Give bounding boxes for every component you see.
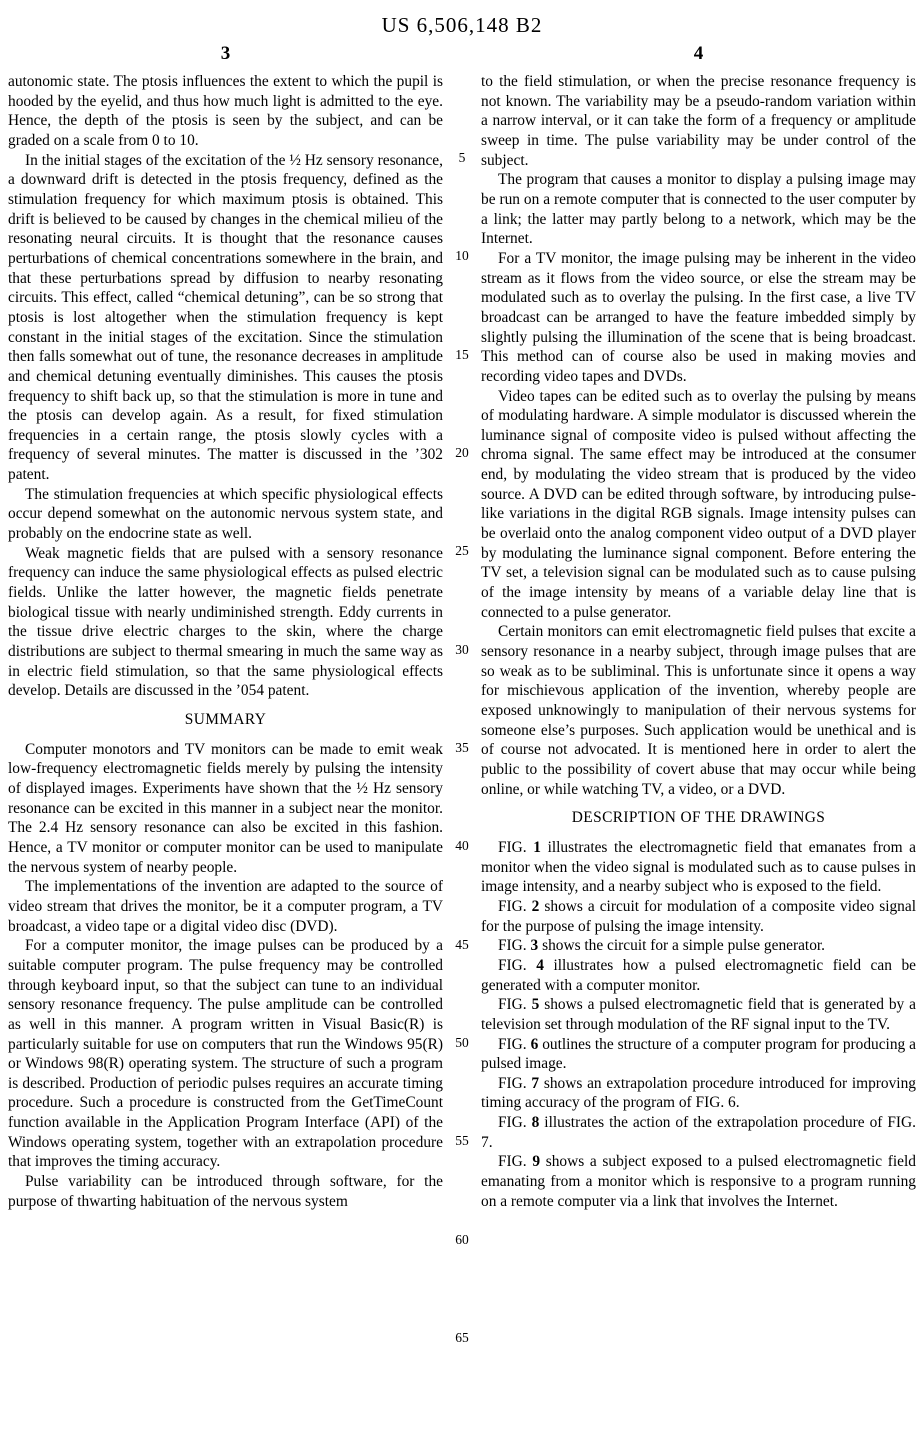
fig-text: shows an extrapolation procedure introduced for improving timing accuracy of the program of FIG. 6. — [481, 1074, 916, 1112]
fig-label: FIG. — [498, 838, 527, 856]
two-column-body — [0, 72, 924, 1345]
fig-label: FIG. — [498, 956, 527, 974]
column-gutter-spacer — [443, 42, 481, 66]
paragraph: Pulse variability can be introduced through software, for the purpose of thwarting habituation of the nervous system — [8, 1173, 443, 1210]
paragraph: In the initial stages of the excitation of the ½ Hz sensory resonance, a downward drift is detected in the ptosis frequency, defined as the stimulation frequency for which maximum ptosis is obtained. This drift is believed to be caused by changes in the chemical milieu of the resonating neural circuits. It is thought that the resonance causes perturbations of chemical concentrations somewhere in the brain, and that these perturbations spread by diffusion to nearby resonating circuits. This effect, called “chemical detuning”, can be so strong that ptosis is lost altogether when the stimulation frequency is kept constant in the initial stages of the excitation. Since the stimulation then falls somewhat out of tune, the resonance decreases in amplitude and chemical detuning eventually diminishes. This causes the ptosis frequency to shift back up, so that the stimulation is more in tune and the ptosis can develop again. As a result, for fixed stimulation frequencies in a certain range, the ptosis slowly cycles with a frequency of several minutes. The matter is discussed in the ’302 patent. — [8, 151, 443, 484]
paragraph: For a computer monitor, the image pulses can be produced by a suitable computer program. The pulse frequency may be controlled through keyboard input, so that the subject can tune to an individual sensory resonance frequency. The pulse amplitude can be controlled as well in this manner. A program written in Visual Basic(R) is particularly suitable for use on computers that run the Windows 95(R) or Windows 98(R) operating system. The structure of such a program is described. Production of periodic pulses requires an accurate timing procedure. Such a procedure is constructed from the GetTimeCount function available in the Application Program Interface (API) of the Windows operating system, together with an extrapolation procedure that improves the timing accuracy. — [8, 937, 443, 1171]
fig-number: 3 — [530, 937, 539, 955]
paragraph: The program that causes a monitor to display a pulsing image may be run on a remote computer that is connected to the user computer by a link; the latter may partly belong to a network, which may be the Internet. — [481, 171, 916, 248]
column-numbers — [0, 42, 924, 66]
drawings-heading: DESCRIPTION OF THE DRAWINGS — [571, 809, 826, 827]
fig-label: FIG. — [498, 1153, 527, 1171]
paragraph: The stimulation frequencies at which specific physiological effects occur depend somewhat on the autonomic nervous system state, and probably on the endocrine state as well. — [8, 485, 443, 543]
line-number: 55 — [455, 1133, 469, 1148]
line-number: 15 — [455, 347, 469, 362]
paragraph: Video tapes can be edited such as to overlay the pulsing by means of modulating hardware. A simple modulator is discussed wherein the luminance signal of composite video is pulsed without affecting the chroma signal. The same effect may be introduced at the consumer end, by modulating the video stream that is produced by the video source. A DVD can be edited through software, by introducing pulse-like variations in the digital RGB signals. Image intensity pulses can be overlaid onto the analog component video output of a DVD player by modulating the luminance signal component. Before entering the TV set, a television signal can be modulated such as to cause pulsing of the image intensity by means of a variable delay line that is connected to a pulse generator. — [481, 387, 916, 621]
line-number: 65 — [455, 1330, 469, 1345]
fig-label: FIG. — [498, 937, 527, 955]
fig-text: illustrates the electromagnetic field that emanates from a monitor when the video signal is modulated such as to cause pulses in image intensity, and a nearby subject who is exposed to the field. — [481, 838, 916, 896]
fig-paragraph — [481, 936, 916, 956]
paragraph: For a TV monitor, the image pulsing may be inherent in the video stream as it flows from the video source, or else the stream may be modulated such as to overlay the pulsing. In the first case, a live TV broadcast can be arranged to have the feature imbedded simply by slightly pulsing the illumination of the scene that is being broadcast. This method can of course also be used in making movies and recording video tapes and DVDs. — [481, 249, 916, 385]
fig-text: outlines the structure of a computer program for producing a pulsed image. — [481, 1035, 916, 1073]
paragraph: Computer monotors and TV monitors can be made to emit weak low-frequency electromagnetic fields merely by pulsing the intensity of displayed images. Experiments have shown that the ½ Hz sensory resonance can be excited in this manner in a subject near the monitor. The 2.4 Hz sensory resonance can also be excited in this fashion. Hence, a TV monitor or computer monitor can be used to manipulate the nervous system of nearby people. — [8, 740, 443, 876]
line-number: 60 — [455, 1232, 469, 1247]
fig-label: FIG. — [498, 996, 527, 1014]
paragraph: Certain monitors can emit electromagnetic field pulses that excite a sensory resonance in a nearby subject, through image pulses that are so weak as to be subliminal. This is unfortunate since it opens a way for mischievous application of the invention, whereby people are exposed unknowingly to manipulation of their nervous systems for someone else’s purposes. Such application would be unethical and is of course not advocated. It is mentioned here in order to alert the public to the possibility of covert abuse that may occur while being online, or while watching TV, a video, or a DVD. — [481, 623, 916, 798]
fig-number: 2 — [531, 897, 540, 915]
fig-text: shows a pulsed electromagnetic field that is generated by a television set through modulation of the RF signal input to the TV. — [481, 996, 916, 1033]
left-column — [8, 72, 443, 1211]
fig-number: 8 — [531, 1114, 540, 1132]
fig-paragraph — [481, 897, 916, 936]
patent-header — [0, 0, 924, 38]
fig-label: FIG. — [498, 1114, 527, 1132]
fig-paragraph — [481, 838, 916, 897]
patent-number: US 6,506,148 B2 — [381, 13, 543, 37]
fig-number: 1 — [533, 838, 541, 856]
fig-label: FIG. — [498, 1074, 527, 1092]
paragraph: The implementations of the invention are adapted to the source of video stream that drives the monitor, be it a computer program, a TV broadcast, a video tape or a digital video disc (DVD). — [8, 878, 443, 935]
fig-number: 4 — [536, 956, 544, 974]
fig-paragraph — [481, 956, 916, 995]
line-number: 50 — [455, 1035, 469, 1050]
line-number: 25 — [455, 543, 469, 558]
line-number: 10 — [455, 248, 469, 263]
fig-paragraph — [481, 1113, 916, 1152]
fig-paragraph — [481, 1035, 916, 1074]
fig-number: 7 — [531, 1074, 540, 1092]
paragraph: Weak magnetic fields that are pulsed with a sensory resonance frequency can induce the same physiological effects as pulsed electric fields. Unlike the latter however, the magnetic fields penetrate biological tissue with nearly undiminished strength. Eddy currents in the tissue drive electric charges to the skin, where the charge distributions are subject to thermal smearing in much the same way as in electric field stimulation, so that the same physiological effects develop. Details are discussed in the ’054 patent. — [8, 544, 443, 700]
fig-text: shows the circuit for a simple pulse generator. — [542, 937, 826, 955]
summary-heading: SUMMARY — [184, 711, 267, 728]
fig-paragraph — [481, 995, 916, 1034]
line-number: 5 — [458, 150, 466, 165]
fig-paragraph — [481, 1152, 916, 1211]
line-number: 40 — [455, 838, 469, 853]
fig-label: FIG. — [498, 897, 527, 915]
column-number-left: 3 — [220, 43, 231, 64]
fig-number: 6 — [530, 1035, 539, 1053]
paragraph: to the field stimulation, or when the precise resonance frequency is not known. The variability may be a pseudo-random variation within a narrow interval, or it can take the form of a frequency or amplitude sweep in time. The pulse variability may be under control of the subject. — [481, 73, 916, 169]
line-number: 35 — [455, 740, 469, 755]
fig-label: FIG. — [498, 1035, 527, 1053]
paragraph: autonomic state. The ptosis influences the extent to which the pupil is hooded by the eyelid, and thus how much light is admitted to the eye. Hence, the depth of the ptosis is seen by the subject, and can be graded on a scale from 0 to 10. — [8, 73, 443, 149]
fig-text: illustrates the action of the extrapolation procedure of FIG. 7. — [481, 1114, 916, 1151]
right-column — [481, 72, 916, 1211]
fig-number: 5 — [531, 996, 540, 1014]
fig-text: shows a subject exposed to a pulsed electromagnetic field emanating from a monitor which is responsive to a program running on a remote computer via a link that involves the Internet. — [481, 1153, 916, 1210]
gutter-line-numbers — [443, 72, 481, 1345]
line-number: 45 — [455, 937, 469, 952]
line-number: 30 — [455, 642, 469, 657]
fig-text: illustrates how a pulsed electromagnetic field can be generated with a computer monitor. — [481, 956, 916, 994]
fig-paragraph — [481, 1074, 916, 1113]
column-number-right: 4 — [693, 43, 704, 64]
line-number: 20 — [455, 445, 469, 460]
fig-number: 9 — [532, 1153, 541, 1171]
fig-text: shows a circuit for modulation of a composite video signal for the purpose of pulsing the image intensity. — [481, 897, 916, 935]
